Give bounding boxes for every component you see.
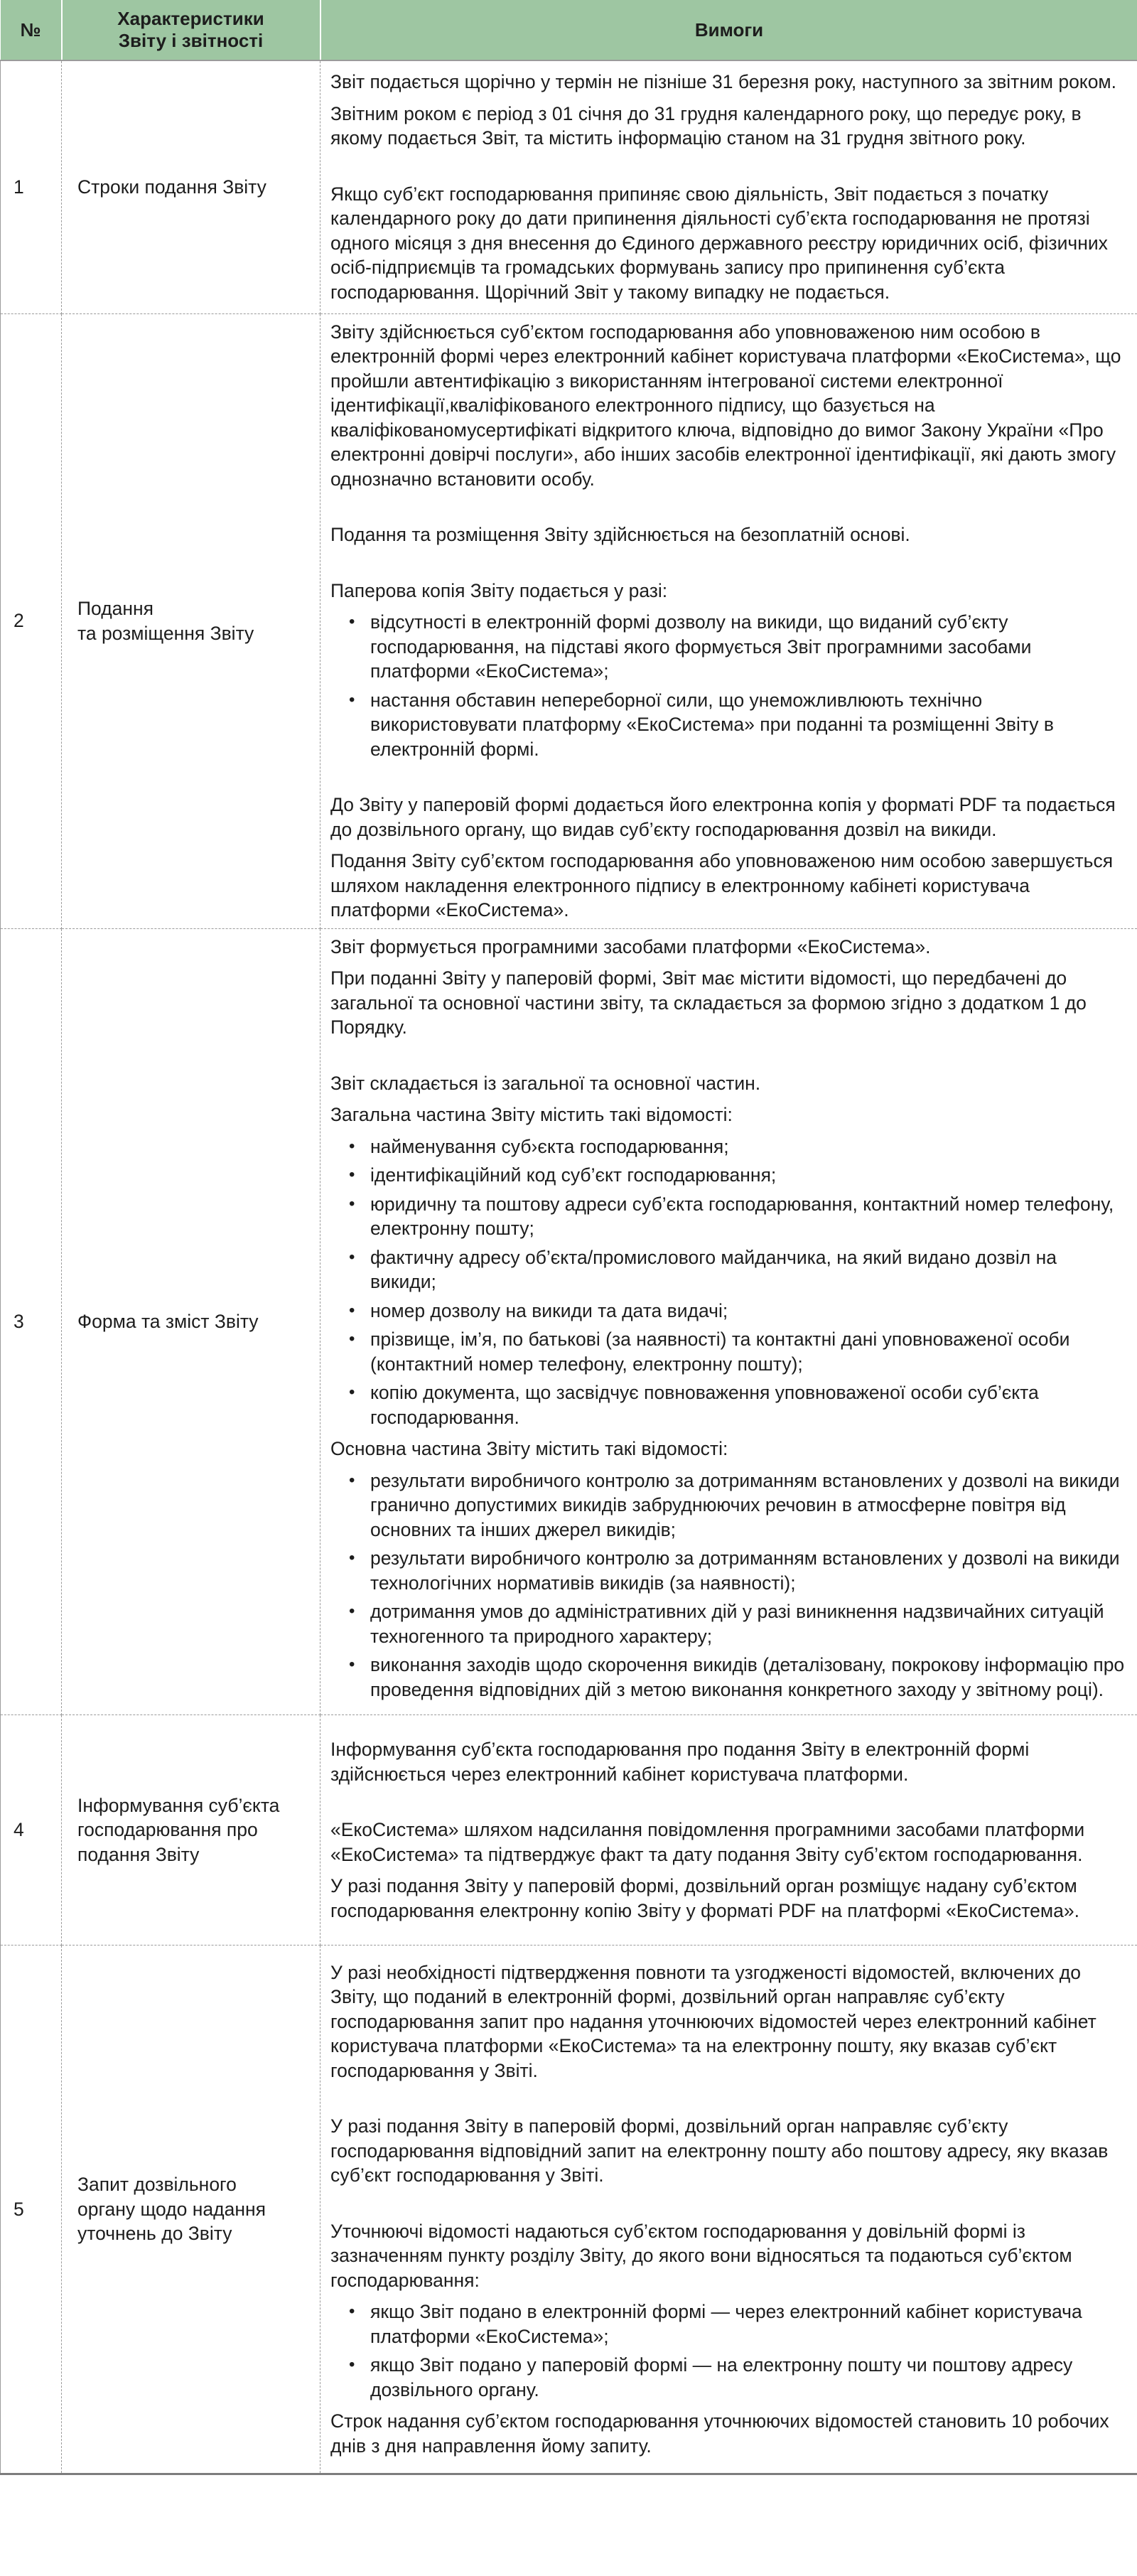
requirement-paragraph: Звіт формується програмними засобами платформи «ЕкоСистема». [330, 935, 931, 957]
row-characteristic-line: Подання [77, 598, 154, 619]
requirement-paragraph: Звіту здійснюється суб’єктом господарювання або уповноваженою ним особою в електронній формі через електронний кабінет користувача платформи «ЕкоСистема», що пройшли автентифікацію з використанням інтегрованої системи електронної ідентифікації,кваліфікованого електронного підпису, що базується на кваліфікованомусертифікаті відкритого ключа, відповідно до вимог Закону України «Про електронні довірчі послуги», або інших засобів електронної ідентифікації, які дають змогу однозначно встановити особу. [330, 321, 1121, 490]
bullet-item: • настання обставин непереборної сили, що унеможливлюють технічно використовувати платформу «ЕкоСистема» при поданні та розміщенні Звіту в електронній формі. [330, 688, 1127, 762]
bullet-list [330, 1469, 1127, 1702]
row-characteristic [62, 60, 320, 313]
bullet-item: • якщо Звіт подано в електронній формі — через електронний кабінет користувача платформи «ЕкоСистема»; [330, 2299, 1127, 2349]
table-row [1, 60, 1137, 313]
row-requirements [320, 313, 1137, 928]
row-requirements [320, 1715, 1137, 1946]
bullet-list [330, 2299, 1127, 2402]
row-number: 2 [1, 313, 62, 928]
bullet-item: • відсутності в електронній формі дозволу на викиди, що виданий суб’єкту господарювання, на підставі якого формується Звіт програмними засобами платформи «ЕкоСистема»; [330, 610, 1127, 684]
row-characteristic [62, 1715, 320, 1946]
paragraph-gap [330, 498, 1127, 522]
bullet-item: • прізвище, ім’я, по батькові (за наявності) та контактні дані уповноваженої особи (контактний номер телефону, електронну пошту); [330, 1327, 1127, 1376]
table-row [1, 1946, 1137, 2474]
row-characteristic-line: Запит дозвільного [77, 2174, 237, 2196]
requirement-paragraph: Загальна частина Звіту містить такі відомості: [330, 1104, 733, 1125]
header-number: № [1, 0, 62, 60]
row-characteristic-line: господарювання про [77, 1819, 258, 1841]
table-row [1, 928, 1137, 1715]
row-number: 1 [1, 60, 62, 313]
requirement-paragraph: У разі подання Звіту в паперовій формі, дозвільний орган направляє суб’єкту господарювання відповідний запит на електронну пошту або поштову адресу, яку вказав суб’єкт господарювання у Звіті. [330, 2115, 1109, 2186]
row-characteristic-line: Форма та зміст Звіту [77, 1311, 259, 1332]
bullet-item: • копію документа, що засвідчує повноваження уповноваженої особи суб’єкта господарювання. [330, 1380, 1127, 1429]
row-characteristic-line: органу щодо надання [77, 2198, 266, 2220]
requirement-paragraph: Подання Звіту суб’єктом господарювання або уповноваженою ним особою завершується шляхом накладення електронного підпису в електронному кабінеті користувача платформи «ЕкоСистема». [330, 850, 1114, 921]
paragraph-gap [330, 2195, 1127, 2219]
row-number: 4 [1, 1715, 62, 1946]
table-header [1, 0, 1137, 60]
paragraph-gap [330, 2090, 1127, 2114]
row-requirements [320, 1946, 1137, 2474]
bullet-item: • номер дозволу на викиди та дата видачі; [330, 1299, 1127, 1324]
row-requirements [320, 928, 1137, 1715]
row-characteristic-line: уточнень до Звіту [77, 2223, 232, 2245]
table-body [1, 60, 1137, 2474]
bullet-item: • виконання заходів щодо скорочення викидів (деталізовану, покрокову інформацію про проведення відповідних дій з метою виконання конкретного заходу у звітному році). [330, 1653, 1127, 1702]
requirement-paragraph: До Звіту у паперовій формі додається його електронна копія у форматі PDF та подається до дозвільного органу, що видав суб’єкту господарювання дозвіл на викиди. [330, 794, 1116, 840]
row-number: 3 [1, 928, 62, 1715]
requirement-paragraph: Звіт складається із загальної та основної частин. [330, 1072, 761, 1094]
bullet-item: • фактичну адресу об’єкта/промислового майданчика, на який видано дозвіл на викиди; [330, 1245, 1127, 1294]
bullet-item: • найменування суб›єкта господарювання; [330, 1134, 1127, 1159]
requirement-paragraph: У разі необхідності підтвердження повноти та узгодженості відомостей, включених до Звіту, що поданий в електронній формі, дозвільний орган направляє суб’єкту господарювання запит про надання уточнюючих відомостей через електронний кабінет користувача платформи «ЕкоСистема» та на електронну пошту, яку вказав суб’єкт господарювання у Звіті. [330, 1961, 1096, 2081]
requirement-paragraph: Основна частина Звіту містить такі відомості: [330, 1438, 728, 1459]
requirement-paragraph: Інформування суб’єкта господарювання про подання Звіту в електронній формі здійснюється через електронний кабінет користувача платформи. [330, 1739, 1030, 1785]
bullet-item: • ідентифікаційний код суб’єкт господарювання; [330, 1163, 1127, 1188]
paragraph-gap [330, 1793, 1127, 1818]
row-characteristic-line: Інформування суб’єкта [77, 1794, 280, 1816]
bullet-list [330, 610, 1127, 761]
row-characteristic-line: подання Звіту [77, 1843, 200, 1865]
bullet-item: • юридичну та поштову адреси суб’єкта господарювання, контактний номер телефону, електронну пошту; [330, 1192, 1127, 1241]
row-number: 5 [1, 1946, 62, 2474]
row-characteristic-line: та розміщення Звіту [77, 622, 254, 644]
table-row [1, 1715, 1137, 1946]
requirement-paragraph: Подання та розміщення Звіту здійснюється на безоплатній основі. [330, 524, 910, 545]
row-characteristic [62, 313, 320, 928]
table-row [1, 313, 1137, 928]
bullet-item: • якщо Звіт подано у паперовій формі — на електронну пошту чи поштову адресу дозвільного органу. [330, 2353, 1127, 2402]
header-requirements: Вимоги [320, 0, 1137, 60]
bullet-item: • результати виробничого контролю за дотриманням встановлених у дозволі на викиди гранично допустимих викидів забруднюючих речовин в атмосферне повітря від основних та інших джерел викидів; [330, 1469, 1127, 1542]
header-characteristics-line-1: Характеристики [117, 8, 264, 29]
requirement-paragraph: «ЕкоСистема» шляхом надсилання повідомлення програмними засобами платформи «ЕкоСистема» та підтверджує факт та дату подання Звіту суб’єктом господарювання. [330, 1819, 1085, 1865]
header-characteristics [62, 0, 320, 60]
header-characteristics-line-2: Звіту і звітності [118, 30, 264, 51]
paragraph-gap [330, 768, 1127, 793]
requirement-paragraph: Паперова копія Звіту подається у разі: [330, 579, 668, 601]
requirement-paragraph: При поданні Звіту у паперовій формі, Звіт має містити відомості, що передбачені до загальної та основної частини звіту, та складається за формою згідно з додатком 1 до Порядку. [330, 967, 1087, 1038]
bullet-item: • дотримання умов до адміністративних дій у разі виникнення надзвичайних ситуацій техногенного та природного характеру; [330, 1599, 1127, 1648]
requirement-paragraph: Строк надання суб’єктом господарювання уточнюючих відомостей становить 10 робочих днів з дня направлення йому запиту. [330, 2410, 1109, 2457]
bullet-list [330, 1134, 1127, 1430]
requirement-paragraph: Якщо суб’єкт господарювання припиняє свою діяльність, Звіт подається з початку календарного року до дати припинення діяльності суб’єкта господарювання не протязі одного місяця з дня внесення до Єдиного державного реєстру юридичних осіб, фізичних осіб-підприємців та громадських формувань запису про припинення суб’єкта господарювання. Щорічний Звіт у такому випадку не подається. [330, 183, 1108, 303]
row-characteristic [62, 1946, 320, 2474]
row-characteristic-line: Строки подання Звіту [77, 176, 266, 198]
paragraph-gap [330, 158, 1127, 182]
paragraph-gap [330, 1047, 1127, 1071]
row-characteristic [62, 928, 320, 1715]
requirement-paragraph: Звіт подається щорічно у термін не пізніше 31 березня року, наступного за звітним роком. [330, 71, 1117, 93]
bullet-item: • результати виробничого контролю за дотриманням встановлених у дозволі на викиди технологічних нормативів викидів (за наявності); [330, 1546, 1127, 1595]
paragraph-gap [330, 554, 1127, 579]
requirement-paragraph: У разі подання Звіту у паперовій формі, дозвільний орган розміщує надану суб’єктом господарювання електронну копію Звіту у форматі PDF на платформі «ЕкоСистема». [330, 1875, 1079, 1921]
row-requirements [320, 60, 1137, 313]
requirement-paragraph: Уточнюючі відомості надаються суб’єктом господарювання у довільній формі із зазначенням пункту розділу Звіту, до якого вони відносяться та подаються суб’єктом господарювання: [330, 2220, 1072, 2291]
requirement-paragraph: Звітним роком є період з 01 січня до 31 грудня календарного року, що передує року, в якому подається Звіт, та містить інформацію станом на 31 грудня звітного року. [330, 102, 1082, 149]
